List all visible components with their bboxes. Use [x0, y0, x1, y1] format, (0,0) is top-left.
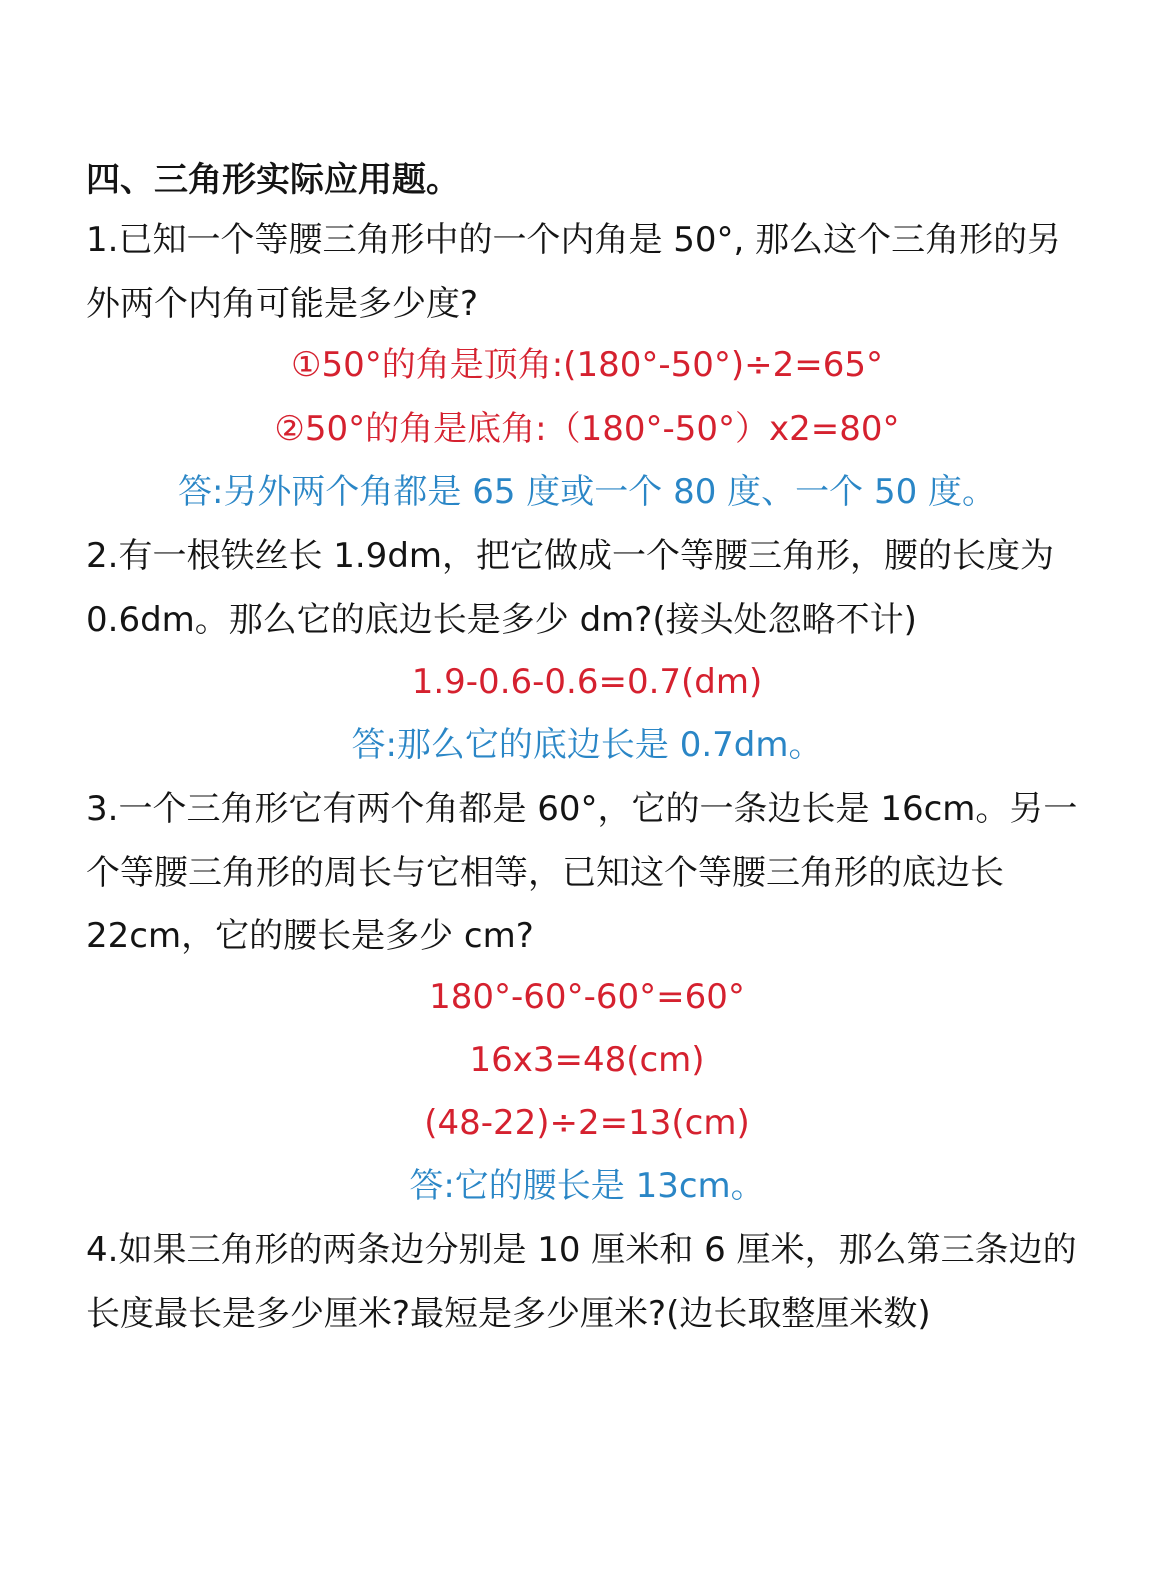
question-2-answer: 答:那么它的底边长是 0.7dm。 [351, 725, 823, 765]
question-3-line-3: 22cm，它的腰长是多少 cm? [86, 916, 534, 956]
question-4-line-1: 4.如果三角形的两条边分别是 10 厘米和 6 厘米，那么第三条边的 [86, 1230, 1077, 1270]
section-heading: 四、三角形实际应用题。 [86, 160, 460, 200]
question-3-answer: 答:它的腰长是 13cm。 [409, 1166, 765, 1206]
question-2-line-2: 0.6dm。那么它的底边长是多少 dm?(接头处忽略不计) [86, 600, 917, 640]
question-4-line-2: 长度最长是多少厘米?最短是多少厘米?(边长取整厘米数) [86, 1294, 931, 1334]
question-1-line-1: 1.已知一个等腰三角形中的一个内角是 50°, 那么这个三角形的另 [86, 220, 1062, 260]
question-3-calc-1: 180°-60°-60°=60° [429, 977, 745, 1017]
question-3-line-2: 个等腰三角形的周长与它相等，已知这个等腰三角形的底边长 [86, 853, 1004, 893]
question-1-calc-1: ①50°的角是顶角:(180°-50°)÷2=65° [290, 345, 884, 385]
question-1-answer: 答:另外两个角都是 65 度或一个 80 度、一个 50 度。 [177, 472, 997, 512]
question-3-calc-2: 16x3=48(cm) [469, 1040, 705, 1080]
question-2-calc-1: 1.9-0.6-0.6=0.7(dm) [411, 662, 763, 702]
question-1-calc-2: ②50°的角是底角:（180°-50°）x2=80° [274, 409, 900, 449]
question-3-line-1: 3.一个三角形它有两个角都是 60°，它的一条边长是 16cm。另一 [86, 789, 1078, 829]
question-3-calc-3: (48-22)÷2=13(cm) [424, 1103, 750, 1143]
question-1-line-2: 外两个内角可能是多少度? [86, 284, 479, 324]
question-2-line-1: 2.有一根铁丝长 1.9dm，把它做成一个等腰三角形，腰的长度为 [86, 536, 1055, 576]
